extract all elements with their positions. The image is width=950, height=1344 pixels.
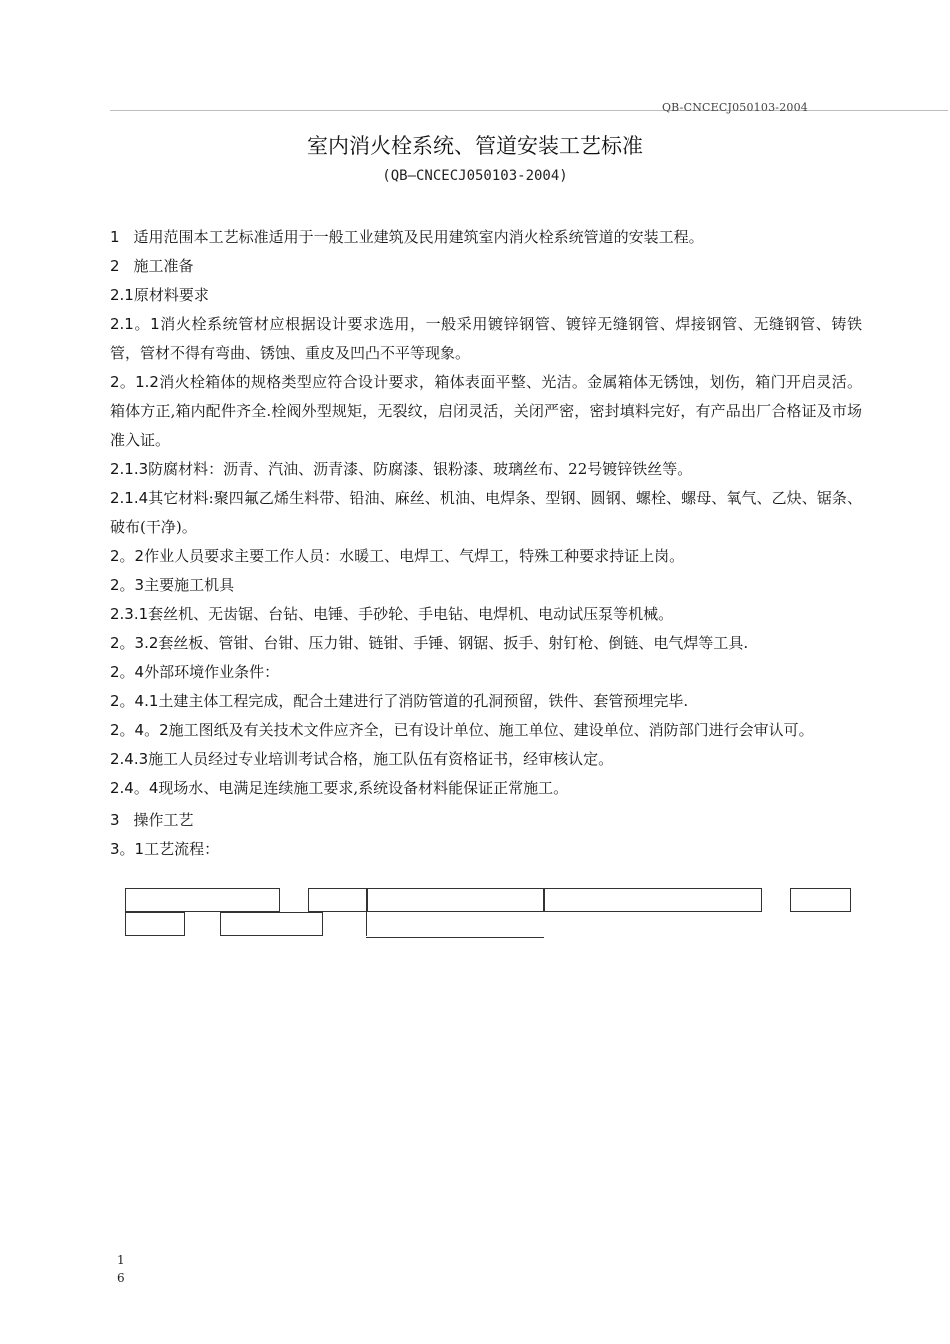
section-2-2-heading: 2。2作业人员要求	[110, 547, 235, 565]
document-body	[110, 223, 862, 864]
section-2-1-4: 2.1.4其它材料:聚四氟乙烯生料带、铅油、麻丝、机油、电焊条、型钢、圆钢、螺栓、螺母、氧气、乙炔、锯条、破布(干净)。	[110, 489, 862, 536]
section-2-2: 2。2作业人员要求主要工作人员：水暖工、电焊工、气焊工，特殊工种要求持证上岗。	[110, 547, 685, 565]
section-2-heading: 施工准备	[133, 257, 194, 275]
section-1: 1 适用范围本工艺标准适用于一般工业建筑及民用建筑室内消火栓系统管道的安装工程。	[110, 228, 704, 246]
section-2-1-1: 2.1。1消火栓系统管材应根据设计要求选用，一般采用镀锌钢管、镀锌无缝钢管、焊接钢管、无缝钢管、铸铁管，管材不得有弯曲、锈蚀、重皮及凹凸不平等现象。	[110, 315, 862, 362]
section-2: 2 施工准备	[110, 257, 194, 275]
flow-connector	[366, 912, 367, 936]
flow-box	[220, 912, 323, 936]
flow-box	[125, 912, 185, 936]
section-2-1-heading: 2.1原材料要求	[110, 286, 209, 304]
document-subtitle: (QB—CNCECJ050103-2004)	[382, 168, 568, 184]
flow-box	[308, 888, 368, 912]
section-3: 3 操作工艺	[110, 811, 194, 829]
section-2-3-heading: 2。3主要施工机具	[110, 576, 235, 594]
flow-box	[790, 888, 851, 912]
section-2-4-4: 2.4。4现场水、电满足连续施工要求,系统设备材料能保证正常施工。	[110, 779, 569, 797]
document-title: 室内消火栓系统、管道安装工艺标准	[307, 134, 643, 158]
header-doc-code: QB-CNCECJ050103-2004	[661, 101, 808, 114]
flow-connector	[366, 937, 544, 938]
section-2-3-1: 2.3.1套丝机、无齿锯、台钻、电锤、手砂轮、手电钻、电焊机、电动试压泵等机械。	[110, 605, 674, 623]
section-2-4-3: 2.4.3施工人员经过专业培训考试合格，施工队伍有资格证书，经审核认定。	[110, 750, 614, 768]
section-3-heading: 操作工艺	[133, 811, 194, 829]
section-2-1-3: 2.1.3防腐材料：沥青、汽油、沥青漆、防腐漆、银粉漆、玻璃丝布、22号镀锌铁丝等。	[110, 460, 693, 478]
section-2-4-1: 2。4.1土建主体工程完成，配合土建进行了消防管道的孔洞预留，铁件、套管预埋完毕.	[110, 692, 689, 710]
section-1-heading: 适用范围	[133, 228, 194, 246]
flow-box	[543, 888, 762, 912]
flow-box	[125, 888, 280, 912]
section-2-4-2: 2。4。2施工图纸及有关技术文件应齐全，已有设计单位、施工单位、建设单位、消防部门进行会审认可。	[110, 721, 814, 739]
section-2-3-2: 2。3.2套丝板、管钳、台钳、压力钳、链钳、手锤、钢锯、扳手、射钉枪、倒链、电气焊等工具.	[110, 634, 749, 652]
section-3-1-heading: 3。1工艺流程：	[110, 840, 220, 858]
header-rule	[110, 110, 948, 111]
section-2-4-heading: 2。4外部环境作业条件：	[110, 663, 280, 681]
section-1-text: 本工艺标准适用于一般工业建筑及民用建筑室内消火栓系统管道的安装工程。	[193, 228, 704, 246]
flow-box	[366, 888, 545, 912]
section-2-1-2: 2。1.2消火栓箱体的规格类型应符合设计要求，箱体表面平整、光洁。金属箱体无锈蚀，划伤，箱门开启灵活。箱体方正,箱内配件齐全.栓阀外型规矩，无裂纹，启闭灵活，关闭严密，密封填料完好，有产品出厂合格证及市场准入证。	[110, 373, 862, 449]
page-number: 1 6	[117, 1253, 125, 1285]
